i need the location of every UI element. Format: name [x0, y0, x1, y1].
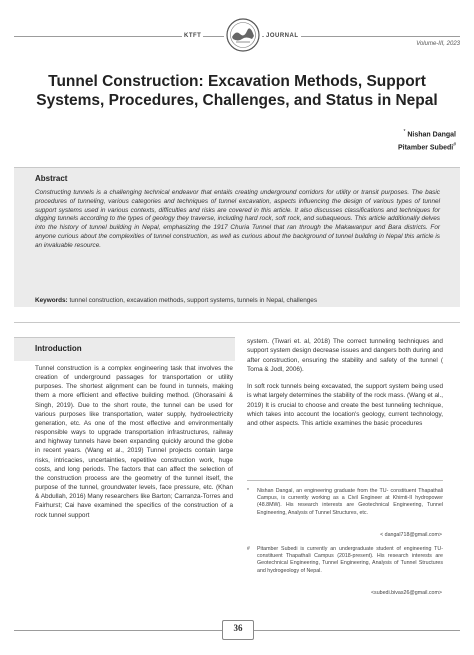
right-paragraph-2: In soft rock tunnels being excavated, the support system being used is what largely determines the stability of the rock mass. (Wang et al., 2019) It is crucial to choose and create the best tunneling technique, which takes into account the location's geology, current technology, and other aspects. This article examines the basic procedures [247, 383, 443, 428]
author-list [398, 127, 456, 154]
footnote-2-mark: # [247, 546, 250, 552]
introduction-left-column: Tunnel construction is a complex engineering task that involves the creation of underground passages for transportation or utility purposes. The shortest alignment can be found in tunnels, making them a more efficient and effective building method. (Ghorasaini & Singh, 2019). Due to the short route, the tunnel can be used for various purposes like transportation, water supply, hydroelectricity generation, etc. As one of the most effective and environmentally responsible ways to upgrade transportation infrastructures, railway and highway tunnels have been expanding quickly around the globe in recent years. (Wang et al., 2019) Tunnel projects contain large risks, intricacies, uncertainties, repetitive construction work, huge costs, and long periods. The factors that can affect the selection of the construction process are the geometry of the tunnel itself, the purpose of the tunnel, groundwater levels, face pressure, etc. (Khan & Abdullah, 2016) Many researchers like Barton; Carranza-Torres and Fairhurst; Cai have examined the specifics of the construction of a rock tunnel support [35, 365, 233, 519]
footnote-1-email[interactable]: < dangal718@gmail.com> [380, 532, 442, 538]
footnote-1-mark: * [247, 488, 249, 494]
introduction-heading: Introduction [35, 344, 82, 353]
footnote-1-text: Nishan Dangal, an engineering graduate from the TU- constituent Thapathali Campus, is currently working as a Civil Engineer at Khimti-II hydropower (48.8MW). His research interests are Geotechnical Engineering, Tunnel Engineering, Analysis of Tunnel Structures, etc. [257, 488, 443, 516]
author-1 [398, 127, 456, 140]
footnote-2-text: Pitamber Subedi is currently an undergraduate student of engineering TU- constituent Thapathali Campus (2018-present). His research interests are Geotechnical Engineering, Tunnel Engineering, Analysis of Tunnel Structures and hydrogeology of Nepal. [257, 546, 443, 574]
journal-name-left: KTFT [184, 33, 202, 39]
volume-label: Volume-III, 2023 [416, 41, 460, 47]
abstract-heading: Abstract [35, 174, 68, 183]
keywords-label: Keywords: [35, 297, 68, 304]
right-paragraph-1: system. (Tiwari et. al, 2018) The correct tunneling techniques and support system design decrease issues and dangers both during and after construction, ensuring the stability and safety of the tunnel ( Toma & Jodl, 2006). [247, 338, 443, 373]
abstract-text: Constructing tunnels is a challenging technical endeavor that entails creating underground corridors for utility or transit purposes. The basic procedures of tunneling, various categories and techniques of tunnel excavation, aspects influencing the design of various types of tunnel support systems used in various contexts, difficulties and risks are covered in this article. It also discusses classifications and techniques for digging tunnels according to the types of geology they traverse, including hard rock, soft rock, and subaqueous. This article additionally delves into the history of tunnel building in Nepal, emphasizing the 1917 Churia Tunnel that ran through the Makawanpur and Bara districts. For anyone curious about the complexities of tunnel construction, as well as curious about the background of tunnel building in Nepal this article is an invaluable resource. [35, 189, 440, 249]
footnote-2-email[interactable]: <subedi.bivas26@gmail.com> [370, 590, 442, 596]
footnote-author-2 [247, 546, 443, 575]
author-2-mark: # [453, 142, 456, 149]
author-1-name: Nishan Dangal [407, 131, 456, 139]
journal-name-right: JOURNAL [266, 33, 299, 39]
author-2 [398, 140, 456, 153]
paper-title [14, 72, 460, 110]
author-2-name: Pitamber Subedi [397, 144, 454, 152]
paper-title-line-1: Tunnel Construction: Excavation Methods, Support [48, 73, 426, 90]
journal-logo-icon [224, 16, 262, 54]
page-number: 36 [233, 623, 243, 633]
journal-header [14, 16, 460, 58]
author-1-mark: * [403, 129, 406, 135]
footnote-rule [247, 480, 443, 481]
introduction-right-column [247, 337, 443, 437]
footnote-author-1 [247, 488, 443, 517]
keywords-text: tunnel construction, excavation methods, support systems, tunnels in Nepal, challenges [69, 297, 318, 304]
paper-title-line-2: Systems, Procedures, Challenges, and Status in Nepal [36, 92, 438, 109]
keywords [35, 297, 440, 304]
section-divider [14, 322, 460, 323]
